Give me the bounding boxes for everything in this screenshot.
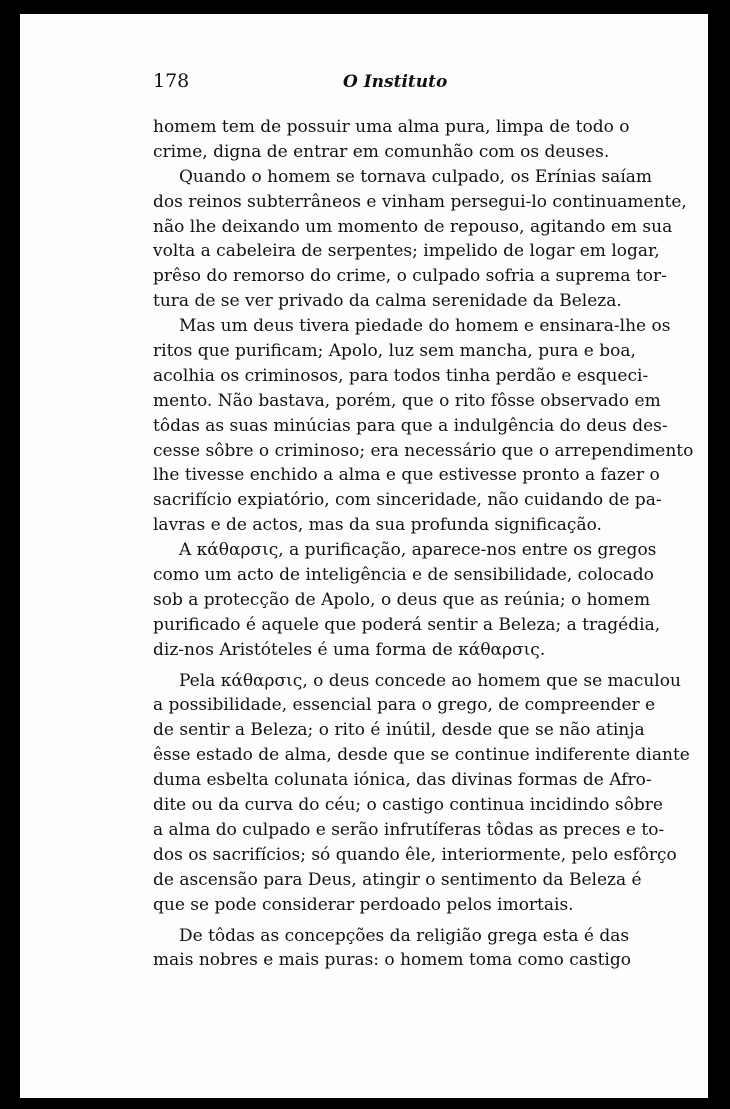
text-line: acolhia os criminosos, para todos tinha perdão e esqueci- — [153, 365, 649, 386]
paragraph-start-line: Pela κάθαρσις, o deus concede ao homem que se maculou — [179, 670, 681, 691]
text-line: tura de se ver privado da calma serenidade da Beleza. — [153, 291, 622, 312]
paragraph-start-line: Mas um deus tivera piedade do homem e ensinara-lhe os — [179, 316, 671, 337]
text-line: homem tem de possuir uma alma pura, limpa de todo o — [153, 117, 630, 137]
text-line: que se pode considerar perdoado pelos imortais. — [153, 894, 574, 915]
text-line: duma esbelta colunata iónica, das divinas formas de Afro- — [153, 770, 652, 791]
page-number: 178 — [153, 70, 190, 92]
paragraph-start-line: De tôdas as concepções da religião grega esta é das — [179, 925, 630, 946]
text-line: mento. Não bastava, porém, que o rito fôsse observado em — [153, 390, 661, 411]
text-line: mais nobres e mais puras: o homem toma como castigo — [153, 950, 631, 971]
text-line: prêso do remorso do crime, o culpado sofria a suprema tor- — [153, 266, 667, 287]
text-line: sacrifício expiatório, com sinceridade, não cuidando de pa- — [153, 490, 662, 511]
text-line: como um acto de inteligência e de sensibilidade, colocado — [153, 565, 654, 586]
text-line: a alma do culpado e serão infrutíferas tôdas as preces e to- — [153, 819, 665, 840]
text-line: dite ou da curva do céu; o castigo continua incidindo sôbre — [153, 795, 663, 816]
text-line: não lhe deixando um momento de repouso, agitando em sua — [153, 216, 673, 237]
page-header — [153, 70, 633, 100]
text-line: volta a cabeleira de serpentes; impelido de logar em logar, — [153, 241, 660, 262]
text-line: crime, digna de entrar em comunhão com os deuses. — [153, 141, 610, 162]
text-line: lavras e de actos, mas da sua profunda significação. — [153, 515, 602, 536]
running-title: O Instituto — [343, 72, 448, 92]
book-page — [20, 14, 708, 1098]
paragraph-start-line: Quando o homem se tornava culpado, os Erínias saíam — [179, 166, 653, 187]
text-line: purificado é aquele que poderá sentir a Beleza; a tragédia, — [153, 614, 661, 635]
text-line: a possibilidade, essencial para o grego, de compreender e — [153, 695, 656, 716]
text-line: de sentir a Beleza; o rito é inútil, desde que se não atinja — [153, 720, 645, 741]
text-line: êsse estado de alma, desde que se continue indiferente diante — [153, 745, 690, 766]
text-line: cesse sôbre o criminoso; era necessário que o arrependimento — [153, 440, 694, 461]
text-line: de ascensão para Deus, atingir o sentimento da Beleza é — [153, 869, 642, 890]
body-text — [153, 115, 694, 973]
paragraph-start-line: A κάθαρσις, a purificação, aparece-nos entre os gregos — [179, 540, 657, 561]
text-line: tôdas as suas minúcias para que a indulgência do deus des- — [153, 415, 668, 436]
text-line: lhe tivesse enchido a alma e que estivesse pronto a fazer o — [153, 465, 660, 486]
text-line: diz-nos Aristóteles é uma forma de κάθαρσις. — [153, 639, 546, 660]
text-line: sob a protecção de Apolo, o deus que as reúnia; o homem — [153, 589, 651, 610]
text-line: dos os sacrifícios; só quando êle, interiormente, pelo esfôrço — [153, 844, 677, 865]
text-line: ritos que purificam; Apolo, luz sem mancha, pura e boa, — [153, 341, 636, 362]
text-line: dos reinos subterrâneos e vinham persegui-lo continuamente, — [153, 191, 687, 212]
